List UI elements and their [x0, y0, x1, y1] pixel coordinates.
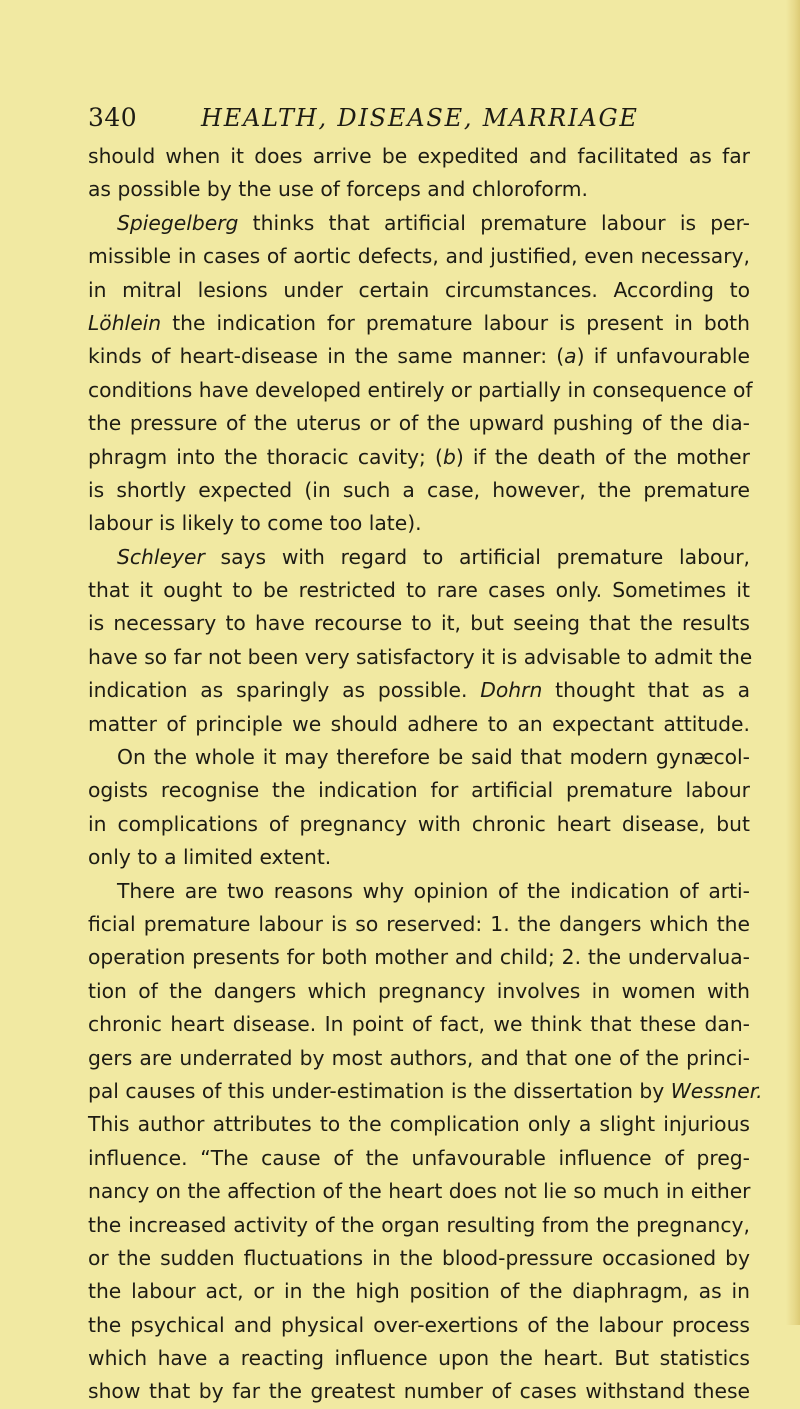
italic-text-segment: Schleyer	[117, 544, 205, 569]
text-line	[88, 274, 750, 307]
text-segment: the pressure of the uterus or of the upward pushing of the dia-	[88, 411, 750, 436]
text-line	[88, 1309, 750, 1342]
text-line	[88, 207, 750, 240]
text-segment: phragm into the thoracic cavity; (	[88, 444, 443, 469]
italic-text-segment: a	[564, 344, 577, 369]
text-segment: tion of the dangers which pregnancy involves in women with	[88, 978, 750, 1003]
text-line	[88, 1042, 750, 1075]
text-line	[88, 641, 753, 674]
text-line	[88, 574, 750, 607]
text-segment: indication as sparingly as possible.	[88, 678, 481, 703]
text-line	[88, 674, 750, 707]
text-segment: This author attributes to the complication only a slight injurious	[88, 1112, 750, 1137]
text-line	[88, 307, 750, 340]
text-line	[88, 1075, 763, 1108]
text-segment: the psychical and physical over-exertions of the labour process	[88, 1312, 750, 1337]
italic-text-segment: Dohrn	[480, 678, 543, 703]
text-segment: that it ought to be restricted to rare cases only. Sometimes it	[88, 578, 750, 603]
text-line	[88, 374, 753, 407]
text-line	[88, 708, 750, 741]
text-segment: nancy on the affection of the heart does not lie so much in either	[88, 1179, 751, 1204]
italic-text-segment: b	[442, 444, 456, 469]
text-segment: says with regard to artificial premature labour,	[204, 544, 750, 569]
text-line	[88, 875, 750, 908]
running-title: HEALTH, DISEASE, MARRIAGE	[201, 104, 639, 132]
text-segment: in complications of pregnancy with chronic heart disease, but	[88, 811, 750, 836]
text-line	[88, 1175, 750, 1208]
text-line	[88, 140, 750, 173]
text-line	[88, 1142, 750, 1175]
text-segment: missible in cases of aortic defects, and justified, even necessary,	[88, 244, 750, 269]
text-line	[88, 808, 750, 841]
text-segment: labour is likely to come too late).	[88, 511, 422, 536]
italic-text-segment: Löhlein	[88, 310, 162, 335]
text-line	[88, 1209, 750, 1242]
text-line	[88, 407, 750, 440]
text-segment: On the whole it may therefore be said that modern gynæcol-	[117, 745, 750, 770]
text-line	[88, 1375, 750, 1408]
text-segment: as possible by the use of forceps and chloroform.	[88, 177, 588, 202]
text-segment: operation presents for both mother and child; 2. the undervalua-	[88, 945, 750, 970]
text-line	[88, 941, 750, 974]
text-segment: thought that as a	[542, 678, 750, 703]
text-line	[88, 908, 750, 941]
text-line	[88, 1008, 750, 1041]
text-segment: which have a reacting influence upon the heart. But statistics	[88, 1346, 750, 1371]
text-segment: the increased activity of the organ resulting from the pregnancy,	[88, 1212, 750, 1237]
text-line	[88, 975, 750, 1008]
text-segment: or the sudden fluctuations in the blood-pressure occasioned by	[88, 1245, 750, 1270]
text-segment: ) if unfavourable	[576, 344, 751, 369]
text-line	[88, 741, 750, 774]
text-segment: kinds of heart-disease in the same manner: (	[88, 344, 565, 369]
text-segment: the indication for premature labour is present in both	[161, 310, 750, 335]
page-number: 340	[88, 103, 138, 132]
text-segment: show that by far the greatest number of cases withstand these	[88, 1379, 750, 1404]
text-line	[88, 1242, 750, 1275]
text-segment: in mitral lesions under certain circumstances. According to	[88, 277, 750, 302]
text-segment: pal causes of this under-estimation is the dissertation by	[88, 1078, 671, 1103]
page-header	[88, 98, 728, 138]
body-text	[88, 140, 763, 1409]
text-segment: influence. “The cause of the unfavourable influence of preg-	[88, 1145, 750, 1170]
italic-text-segment: Spiegelberg	[117, 210, 239, 235]
text-line	[88, 441, 750, 474]
text-segment: should when it does arrive be expedited and facilitated as far	[88, 144, 750, 168]
text-segment: There are two reasons why opinion of the indication of arti-	[117, 878, 750, 903]
italic-text-segment: Wessner.	[670, 1078, 763, 1103]
text-segment: is necessary to have recourse to it, but seeing that the results	[88, 611, 750, 636]
text-line	[88, 541, 750, 574]
text-line	[88, 774, 750, 807]
text-segment: ficial premature labour is so reserved: 1. the dangers which the	[88, 911, 750, 936]
text-segment: conditions have developed entirely or partially in consequence of	[88, 377, 753, 402]
text-segment: only to a limited extent.	[88, 845, 332, 870]
text-line	[88, 1108, 750, 1141]
text-line	[88, 1275, 750, 1308]
text-segment: is shortly expected (in such a case, however, the premature	[88, 477, 750, 502]
text-segment: gers are underrated by most authors, and that one of the princi-	[88, 1045, 750, 1070]
text-line	[88, 240, 750, 273]
text-line	[88, 474, 750, 507]
text-segment: matter of principle we should adhere to an expectant attitude.	[88, 711, 750, 736]
page-edge-shadow	[786, 0, 800, 1325]
text-segment: chronic heart disease. In point of fact, we think that these dan-	[88, 1012, 750, 1037]
text-line	[88, 841, 750, 874]
text-line	[88, 607, 750, 640]
text-segment: thinks that artificial premature labour is per-	[238, 210, 750, 235]
text-segment: have so far not been very satisfactory it is advisable to admit the	[88, 644, 753, 669]
text-segment: ogists recognise the indication for artificial premature labour	[88, 778, 750, 803]
text-segment: the labour act, or in the high position of the diaphragm, as in	[88, 1279, 750, 1304]
text-line	[88, 340, 750, 373]
text-line	[88, 507, 750, 540]
text-segment: ) if the death of the mother	[455, 444, 750, 469]
text-line	[88, 173, 750, 206]
text-line	[88, 1342, 750, 1375]
